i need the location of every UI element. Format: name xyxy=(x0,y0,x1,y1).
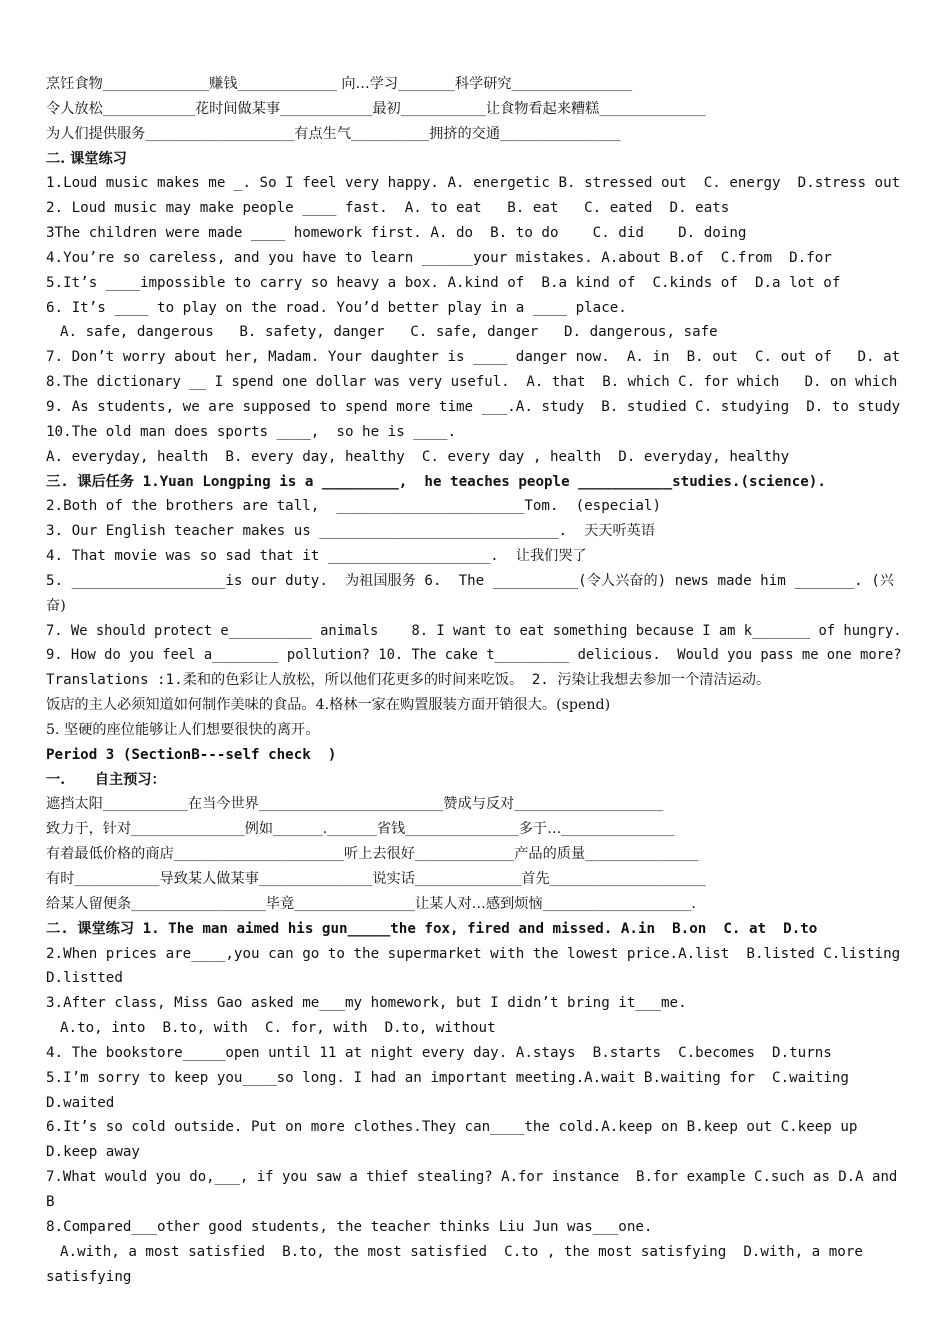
section-heading-preview: 一. 自主预习： xyxy=(46,771,166,788)
exercise-line: 4. That movie was so sad that it ___________________. 让我们哭了 xyxy=(46,548,587,565)
question-line-continued: D.waited xyxy=(46,1094,115,1111)
question-line: 2. Loud music may make people ____ fast. A. to eat B. eat C. eated D. eats xyxy=(46,200,730,217)
vocab-line-1: 烹饪食物_______________赚钱______________ 向…学习________科学研究_________________ xyxy=(46,76,633,92)
exercise-line: 7. We should protect e__________ animals 8. I want to eat something because I am k_______ of hungry. xyxy=(46,622,902,639)
worksheet-page xyxy=(46,72,908,1289)
vocab-line-3: 为人们提供服务_____________________有点生气___________拥挤的交通_________________ xyxy=(46,125,621,142)
question-line: 3The children were made ____ homework first. A. do B. to do C. did D. doing xyxy=(46,225,747,242)
section-heading-homework: 三. 课后任务 1.Yuan Longping is a _________, he teaches people ___________studies.(science). xyxy=(46,473,826,490)
exercise-line: 9. How do you feel a________ pollution? 10. The cake t_________ delicious. Would you pass me one more? xyxy=(46,647,902,664)
question-line: 7.What would you do,___, if you saw a thief stealing? A.for instance B.for example C.such as D.A and xyxy=(46,1169,898,1186)
question-line: 9. As students, we are supposed to spend more time ___.A. study B. studied C. studying D. to study xyxy=(46,398,901,415)
question-line: 8.Compared___other good students, the teacher thinks Liu Jun was___one. xyxy=(46,1218,653,1235)
translation-line: 饭店的主人必须知道如何制作美味的食品。4.格林一家在购置服装方面开销很大。(spend) xyxy=(46,697,611,714)
options-line: A.to, into B.to, with C. for, with D.to, without xyxy=(60,1020,496,1037)
exercise-line-continued: 奋) xyxy=(46,597,66,614)
question-line: 4.You’re so careless, and you have to learn ______your mistakes. A.about B.of C.from D.for xyxy=(46,249,832,266)
vocab-line-2: 令人放松_____________花时间做某事_____________最初____________让食物看起来糟糕_______________ xyxy=(46,100,706,117)
question-line: 2.When prices are____,you can go to the supermarket with the lowest price.A.list B.listed C.listing xyxy=(46,945,901,962)
question-line: 1.Loud music makes me _. So I feel very happy. A. energetic B. stressed out C. energy D.stress out xyxy=(46,175,901,192)
question-line: 4. The bookstore_____open until 11 at night every day. A.stays B.starts C.becomes D.turns xyxy=(46,1044,832,1061)
options-line-continued: satisfying xyxy=(46,1268,132,1285)
options-line: A.with, a most satisfied B.to, the most satisfied C.to , the most satisfying D.with, a more xyxy=(60,1243,863,1260)
vocab-line: 遮挡太阳____________在当今世界__________________________赞成与反对_____________________ xyxy=(46,796,664,813)
question-line: 7. Don’t worry about her, Madam. Your daughter is ____ danger now. A. in B. out C. out of D. at xyxy=(46,349,901,366)
question-line-continued: B xyxy=(46,1193,55,1210)
question-line-continued: D.keep away xyxy=(46,1144,140,1161)
options-line: A. safe, dangerous B. safety, danger C. safe, danger D. dangerous, safe xyxy=(60,324,718,341)
vocab-line: 给某人留便条___________________毕竟_________________让某人对…感到烦恼_____________________. xyxy=(46,895,697,912)
exercise-line: 5. __________________is our duty. 为祖国服务 6. The __________(令人兴奋的) news made him _______. (兴 xyxy=(46,572,894,589)
translation-line: Translations :1.柔和的色彩让人放松，所以他们花更多的时间来吃饭。 2. 污染让我想去参加一个清洁运动。 xyxy=(46,672,771,689)
question-line: 8.The dictionary __ I spend one dollar was very useful. A. that B. which C. for which D. on which xyxy=(46,374,898,391)
question-line: 3.After class, Miss Gao asked me___my homework, but I didn’t bring it___me. xyxy=(46,995,687,1012)
question-line: 10.The old man does sports ____, so he is ____. xyxy=(46,423,456,440)
section-heading-classroom-practice-2: 二. 课堂练习 1. The man aimed his gun_____the fox, fired and missed. A.in B.on C. at D.to xyxy=(46,920,818,937)
question-line: 6.It’s so cold outside. Put on more clothes.They can____the cold.A.keep on B.keep out C.keep up xyxy=(46,1119,858,1136)
section-heading-classroom-practice: 二. 课堂练习 xyxy=(46,150,127,167)
translation-line: 5. 坚硬的座位能够让人们想要很快的离开。 xyxy=(46,721,320,738)
question-line: 5.I’m sorry to keep you____so long. I had an important meeting.A.wait B.waiting for C.waiting xyxy=(46,1069,849,1086)
exercise-line: 3. Our English teacher makes us ____________________________. 天天听英语 xyxy=(46,523,656,540)
exercise-line: 2.Both of the brothers are tall, ______________________Tom. (especial) xyxy=(46,498,661,515)
vocab-line: 有时____________导致某人做某事________________说实话_______________首先______________________ xyxy=(46,871,706,887)
options-line: A. everyday, health B. every day, healthy C. every day , health D. everyday, healthy xyxy=(46,448,790,465)
question-line-continued: D.listted xyxy=(46,970,123,987)
vocab-line: 致力于，针对________________例如_______._______省钱________________多于…________________ xyxy=(46,821,675,838)
vocab-line: 有着最低价格的商店________________________听上去很好______________产品的质量________________ xyxy=(46,846,699,863)
question-line: 6. It’s ____ to play on the road. You’d better play in a ____ place. xyxy=(46,299,627,316)
question-line: 5.It’s ____impossible to carry so heavy a box. A.kind of B.a kind of C.kinds of D.a lot of xyxy=(46,274,841,291)
period-heading: Period 3 (SectionB---self check ) xyxy=(46,746,337,763)
